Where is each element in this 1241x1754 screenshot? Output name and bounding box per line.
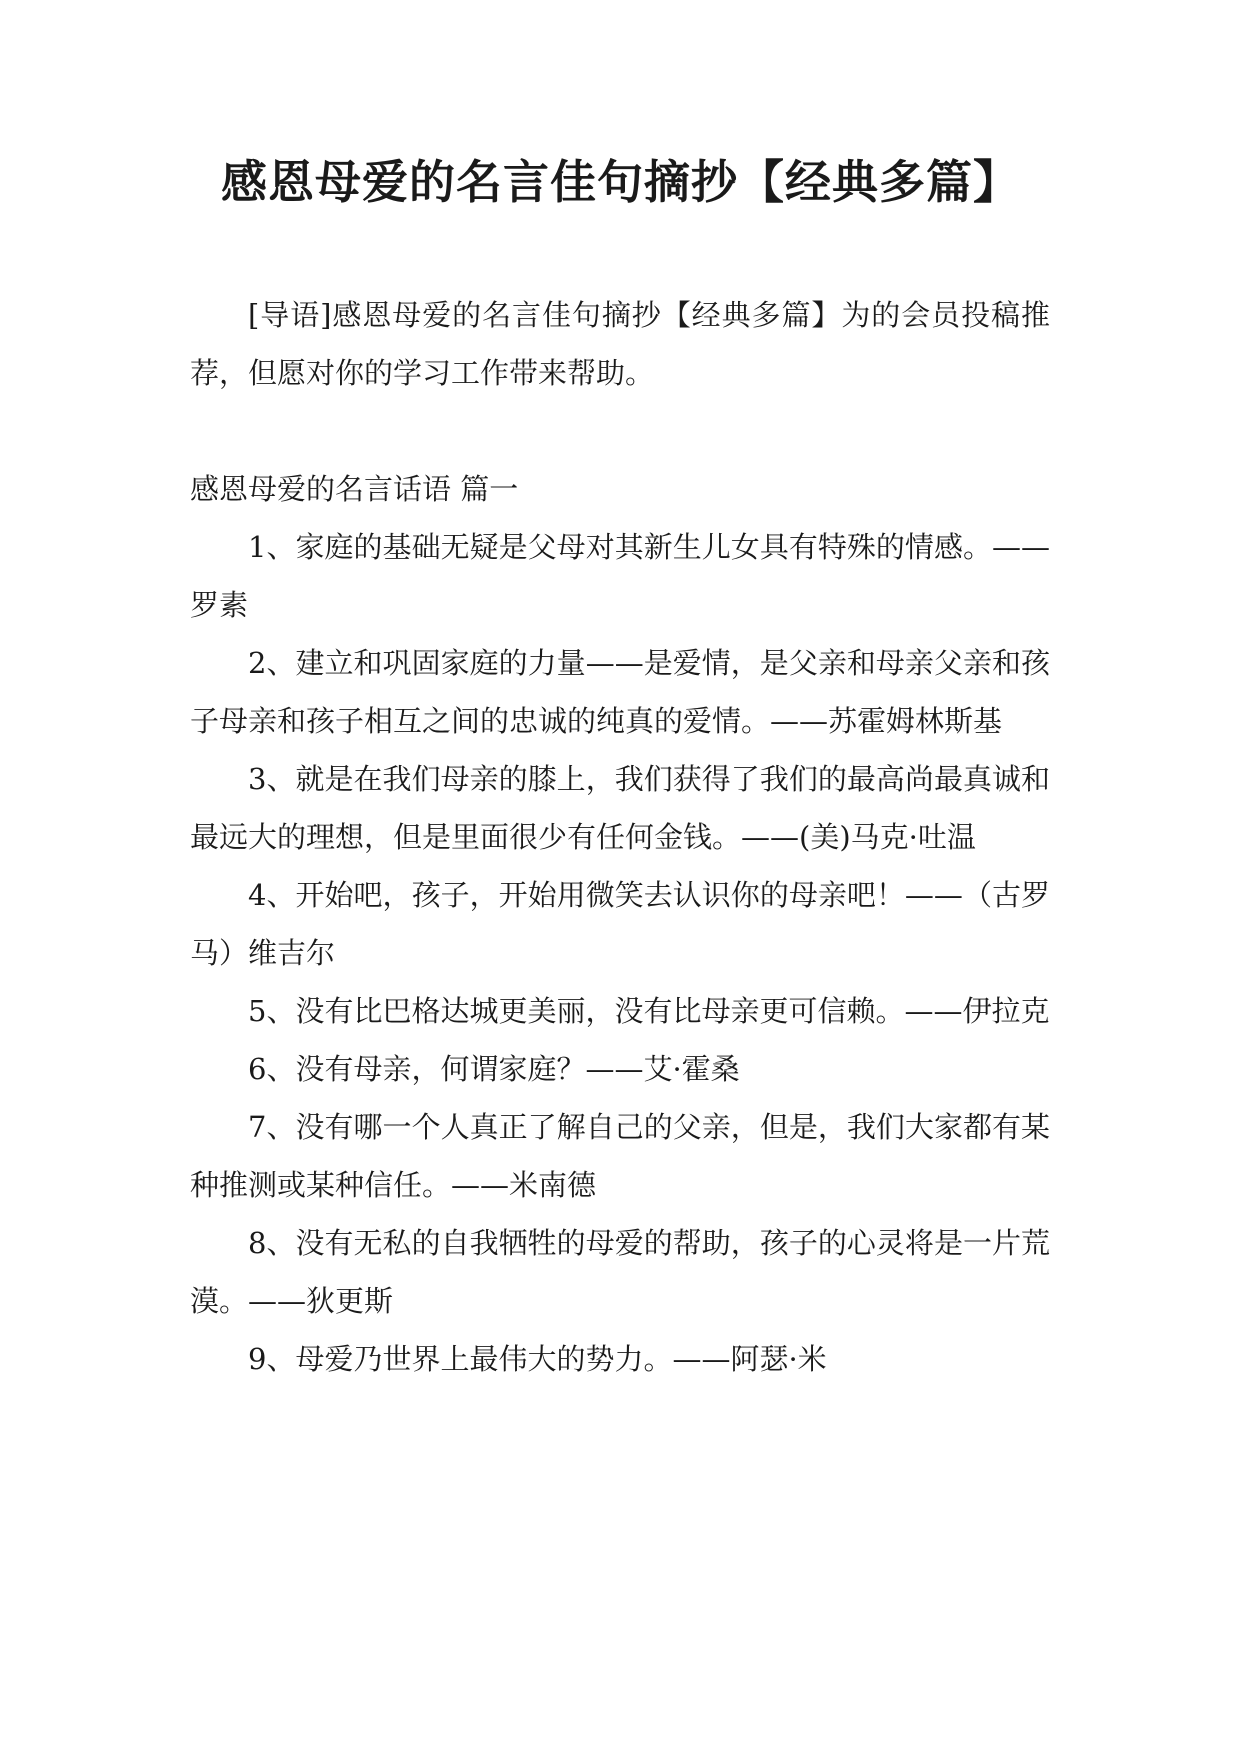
quote-item-4: 4、开始吧，孩子，开始用微笑去认识你的母亲吧！——（古罗马）维吉尔	[190, 878, 1050, 970]
document-title: 感恩母爱的名言佳句摘抄【经典多篇】	[221, 155, 1020, 209]
intro-paragraph: [导语]感恩母爱的名言佳句摘抄【经典多篇】为的会员投稿推荐，但愿对你的学习工作带来帮助。	[190, 298, 1050, 390]
section-heading: 感恩母爱的名言话语 篇一	[190, 472, 519, 506]
quote-item-2: 2、建立和巩固家庭的力量——是爱情，是父亲和母亲父亲和孩子母亲和孩子相互之间的忠诚的纯真的爱情。——苏霍姆林斯基	[190, 646, 1050, 738]
quote-item-3: 3、就是在我们母亲的膝上，我们获得了我们的最高尚最真诚和最远大的理想，但是里面很少有任何金钱。——(美)马克·吐温	[190, 762, 1050, 854]
quote-item-1: 1、家庭的基础无疑是父母对其新生儿女具有特殊的情感。——罗素	[190, 530, 1050, 622]
quote-item-5: 5、没有比巴格达城更美丽，没有比母亲更可信赖。——伊拉克	[248, 994, 1050, 1028]
document-body	[190, 286, 1050, 1388]
quote-item-7: 7、没有哪一个人真正了解自己的父亲，但是，我们大家都有某种推测或某种信任。——米南德	[190, 1110, 1050, 1202]
quote-item-9: 9、母爱乃世界上最伟大的势力。——阿瑟·米	[248, 1342, 827, 1376]
quote-item-8: 8、没有无私的自我牺牲的母爱的帮助，孩子的心灵将是一片荒漠。——狄更斯	[190, 1226, 1050, 1318]
quote-item-6: 6、没有母亲，何谓家庭？——艾·霍桑	[248, 1052, 740, 1086]
